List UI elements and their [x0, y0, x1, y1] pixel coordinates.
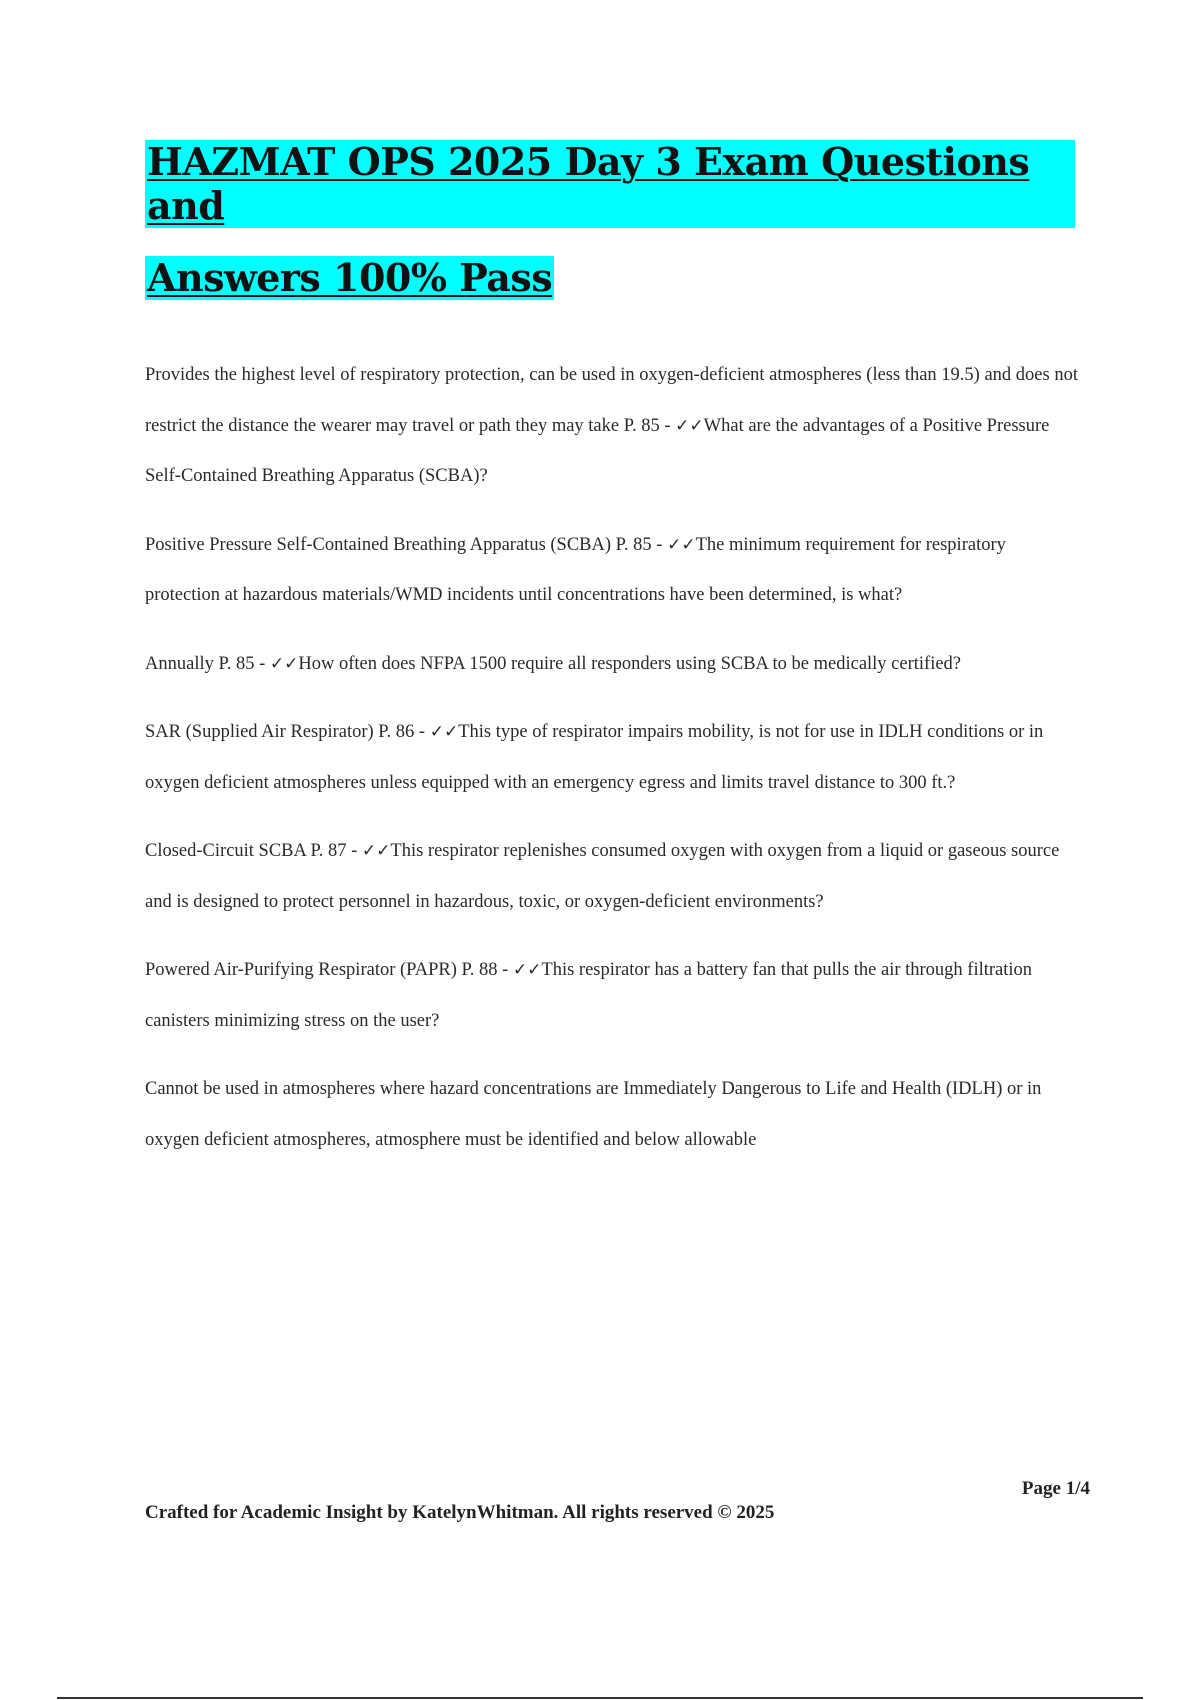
- qa-content: [145, 350, 1080, 1183]
- answer-text: Closed-Circuit SCBA P. 87 -: [145, 841, 362, 861]
- qa-entry: [145, 350, 1080, 502]
- answer-text: Cannot be used in atmospheres where hazard concentrations are Immediately Dangerous to Life and Health (IDLH) or in oxygen deficient atmospheres, atmosphere must be identified and below allowable: [145, 1079, 1042, 1150]
- qa-entry: [145, 520, 1080, 621]
- answer-text: Positive Pressure Self-Contained Breathing Apparatus (SCBA) P. 85 -: [145, 534, 668, 555]
- check-icon: ✓✓: [269, 653, 299, 674]
- answer-text: SAR (Supplied Air Respirator) P. 86 -: [145, 722, 430, 742]
- check-icon: ✓✓: [667, 534, 696, 555]
- question-text: How often does NFPA 1500 require all responders using SCBA to be medically certified?: [298, 653, 962, 674]
- question-text: The minimum requirement for respiratory protection at hazardous materials/WMD incidents until concentrations have been determined, is what?: [145, 534, 1006, 605]
- answer-text: Provides the highest level of respiratory protection, can be used in oxygen-deficient atmospheres (less than 19.5) and does not restrict the distance the wearer may travel or path they may take P. 85 -: [145, 365, 1078, 436]
- answer-text: Annually P. 85 -: [145, 653, 270, 674]
- question-text: This respirator replenishes consumed oxygen with oxygen from a liquid or gaseous source and is designed to protect personnel in hazardous, toxic, or oxygen-deficient environments?: [145, 841, 1060, 912]
- question-text: This respirator has a battery fan that pulls the air through filtration canisters minimizing stress on the user?: [145, 960, 1033, 1031]
- check-icon: ✓✓: [361, 841, 391, 861]
- question-text: What are the advantages of a Positive Pressure Self-Contained Breathing Apparatus (SCBA)?: [145, 415, 1050, 486]
- check-icon: ✓✓: [512, 960, 542, 980]
- check-icon: ✓✓: [675, 415, 704, 436]
- qa-entry: [145, 826, 1080, 927]
- page-footer: [145, 1478, 1090, 1538]
- qa-entry: [145, 1064, 1080, 1165]
- bottom-divider: [57, 1697, 1143, 1699]
- answer-text: Powered Air-Purifying Respirator (PAPR) P. 88 -: [145, 960, 513, 980]
- title-line-2: Answers 100% Pass: [147, 255, 553, 300]
- qa-entry: [145, 945, 1080, 1046]
- title-line-1: HAZMAT OPS 2025 Day 3 Exam Questions and: [145, 140, 1075, 228]
- document-title: [145, 140, 1075, 328]
- page-number: Page 1/4: [1021, 1478, 1090, 1499]
- check-icon: ✓✓: [429, 722, 459, 742]
- question-text: This type of respirator impairs mobility, is not for use in IDLH conditions or in oxygen deficient atmospheres unless equipped with an emergency egress and limits travel distance to 300 ft.?: [145, 722, 1044, 793]
- qa-entry: [145, 707, 1080, 808]
- qa-entry: [145, 639, 1080, 690]
- footer-credit: Crafted for Academic Insight by KatelynWhitman. All rights reserved © 2025: [145, 1502, 775, 1523]
